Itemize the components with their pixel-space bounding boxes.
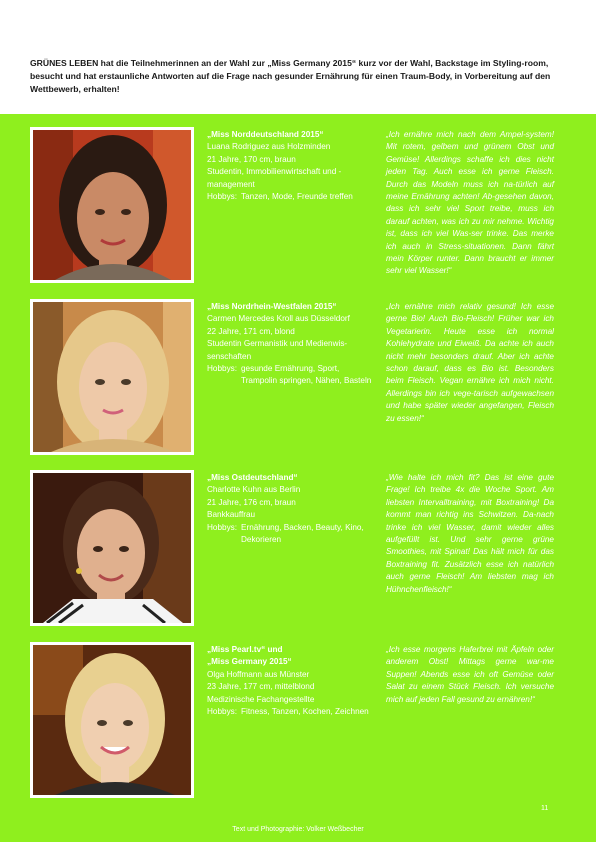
portrait-photo-3 [30,470,194,626]
intro-text: GRÜNES LEBEN hat die Teilnehmerinnen an der Wahl zur „Miss Germany 2015“ kurz vor der Wahl, Backstage im Styling-room, besucht und hat erstaunliche Antworten auf die Frage nach gesunder Ernährung für einen Traum-Body, in Vorbereitung auf den Wettbewerb, erhalten! [30,58,551,94]
contestant-stats: 22 Jahre, 171 cm, blond [207,326,295,336]
contestant-info-1 [207,129,374,203]
contestant-job: Studentin Germanistik und Medienwis-senschaften [207,339,348,361]
contestant-name: Olga Hoffmann aus Münster [207,669,310,679]
contestant-job: Medizinische Fachangestellte [207,694,315,704]
contestant-name: Charlotte Kuhn aus Berlin [207,485,301,495]
contestant-name: Carmen Mercedes Kroll aus Düsseldorf [207,314,350,324]
hobbies-label: Hobbys: [207,364,238,374]
contestant-hobbies [207,363,374,388]
contestant-quote-3: „Wie halte ich mich fit? Das ist eine gute Frage! Ich treibe 4x die Woche Sport. Am liebsten Intervalltraining, mit Boxtraining! Da kommt man richtig ins Schwitzen. Da-nach trinke ich viel Wasser, damit wieder alles aufgefüllt ist. Und sehr gerne grüne Smoothies, mit Spinat! Das hält mich für das Boxtraining fit. Zusätzlich esse ich natürlich auch gerne Fleisch! Am liebsten mag ich Hühnchenfleisch!“ [386,473,554,594]
contestant-stats: 21 Jahre, 176 cm, braun [207,497,296,507]
contestant-job: Studentin, Immobilienwirtschaft und -management [207,167,342,189]
portrait-photo-4 [30,642,194,798]
contestant-info-2 [207,301,374,388]
contestant-hobbies [207,522,374,547]
photo-credit: Text und Photographie: Volker Weßbecher [232,826,364,833]
contestant-title: „Miss Ostdeutschland“ [207,473,298,482]
contestant-hobbies [207,706,374,718]
hobbies-label: Hobbys: [207,192,238,202]
hobbies-value: gesunde Ernährung, Sport, Trampolin springen, Nähen, Basteln [241,364,372,386]
contestant-title: „Miss Pearl.tv“ und [207,645,283,654]
contestant-quote-1: „Ich ernähre mich nach dem Ampel-system! Mit rotem, gelbem und grünem Obst und Gemüse! Allerdings schaffe ich dies nicht jeden Tag. Auch esse ich gerne Fleisch. Durch das Modeln muss ich na-türlich auf meine Ernährung achten! Ab-gesehen davon, dass ich sehr viel Sport treibe, muss ich darauf achten, was ich zu mir nehme. Wichtig ist, dass ich viel Was-ser trinke. Das merke ich auch in Stress-situationen. Dann fährt mein Körper runter. Dann braucht er immer sehr viel Wasser!“ [386,130,554,276]
page-number: 11 [541,805,549,812]
contestant-quote-2: „Ich ernähre mich relativ gesund! Ich esse gerne Bio! Auch Bio-Fleisch! Früher war ich Vegetarierin. Heute esse ich normal Kohlehydrate und Eiweiß. Da achte ich auch nicht mehr besonders drauf. Aber ich achte schon darauf, dass es Bio ist. Besonders beim Fleisch. Vegan ernähre ich mich nicht. Allerdings bin ich vege-tarisch aufgewachsen und habe später wieder angefangen, Fleisch zu essen!“ [386,302,554,423]
contestant-hobbies [207,191,374,203]
hobbies-label: Hobbys: [207,522,238,532]
contestant-stats: 21 Jahre, 170 cm, braun [207,154,296,164]
contestant-job: Bankkauffrau [207,510,256,520]
portrait-photo-2 [30,299,194,455]
contestant-quote-4: „Ich esse morgens Haferbrei mit Äpfeln oder anderem Obst! Mittags gerne war-me Suppen! Abends esse ich oft Gemüse oder Salat zu einem Stück Fleisch. Ich versuche mich auf jeden Fall gesund zu ernähren!“ [386,645,554,704]
contestant-title: „Miss Norddeutschland 2015“ [207,130,324,139]
contestant-title: „Miss Nordrhein-Westfalen 2015“ [207,302,337,311]
contestant-info-4 [207,644,374,718]
contestant-info-3 [207,472,374,546]
portrait-photo-1 [30,127,194,283]
contestant-title-2: „Miss Germany 2015“ [207,657,292,667]
contestant-name: Luana Rodriguez aus Holzminden [207,142,331,152]
hobbies-value: Ernährung, Backen, Beauty, Kino, Dekorieren [241,522,364,545]
hobbies-value: Tanzen, Mode, Freunde treffen [241,192,353,202]
hobbies-value: Fitness, Tanzen, Kochen, Zeichnen [241,707,369,717]
contestant-stats: 23 Jahre, 177 cm, mittelblond [207,682,315,692]
hobbies-label: Hobbys: [207,707,238,717]
